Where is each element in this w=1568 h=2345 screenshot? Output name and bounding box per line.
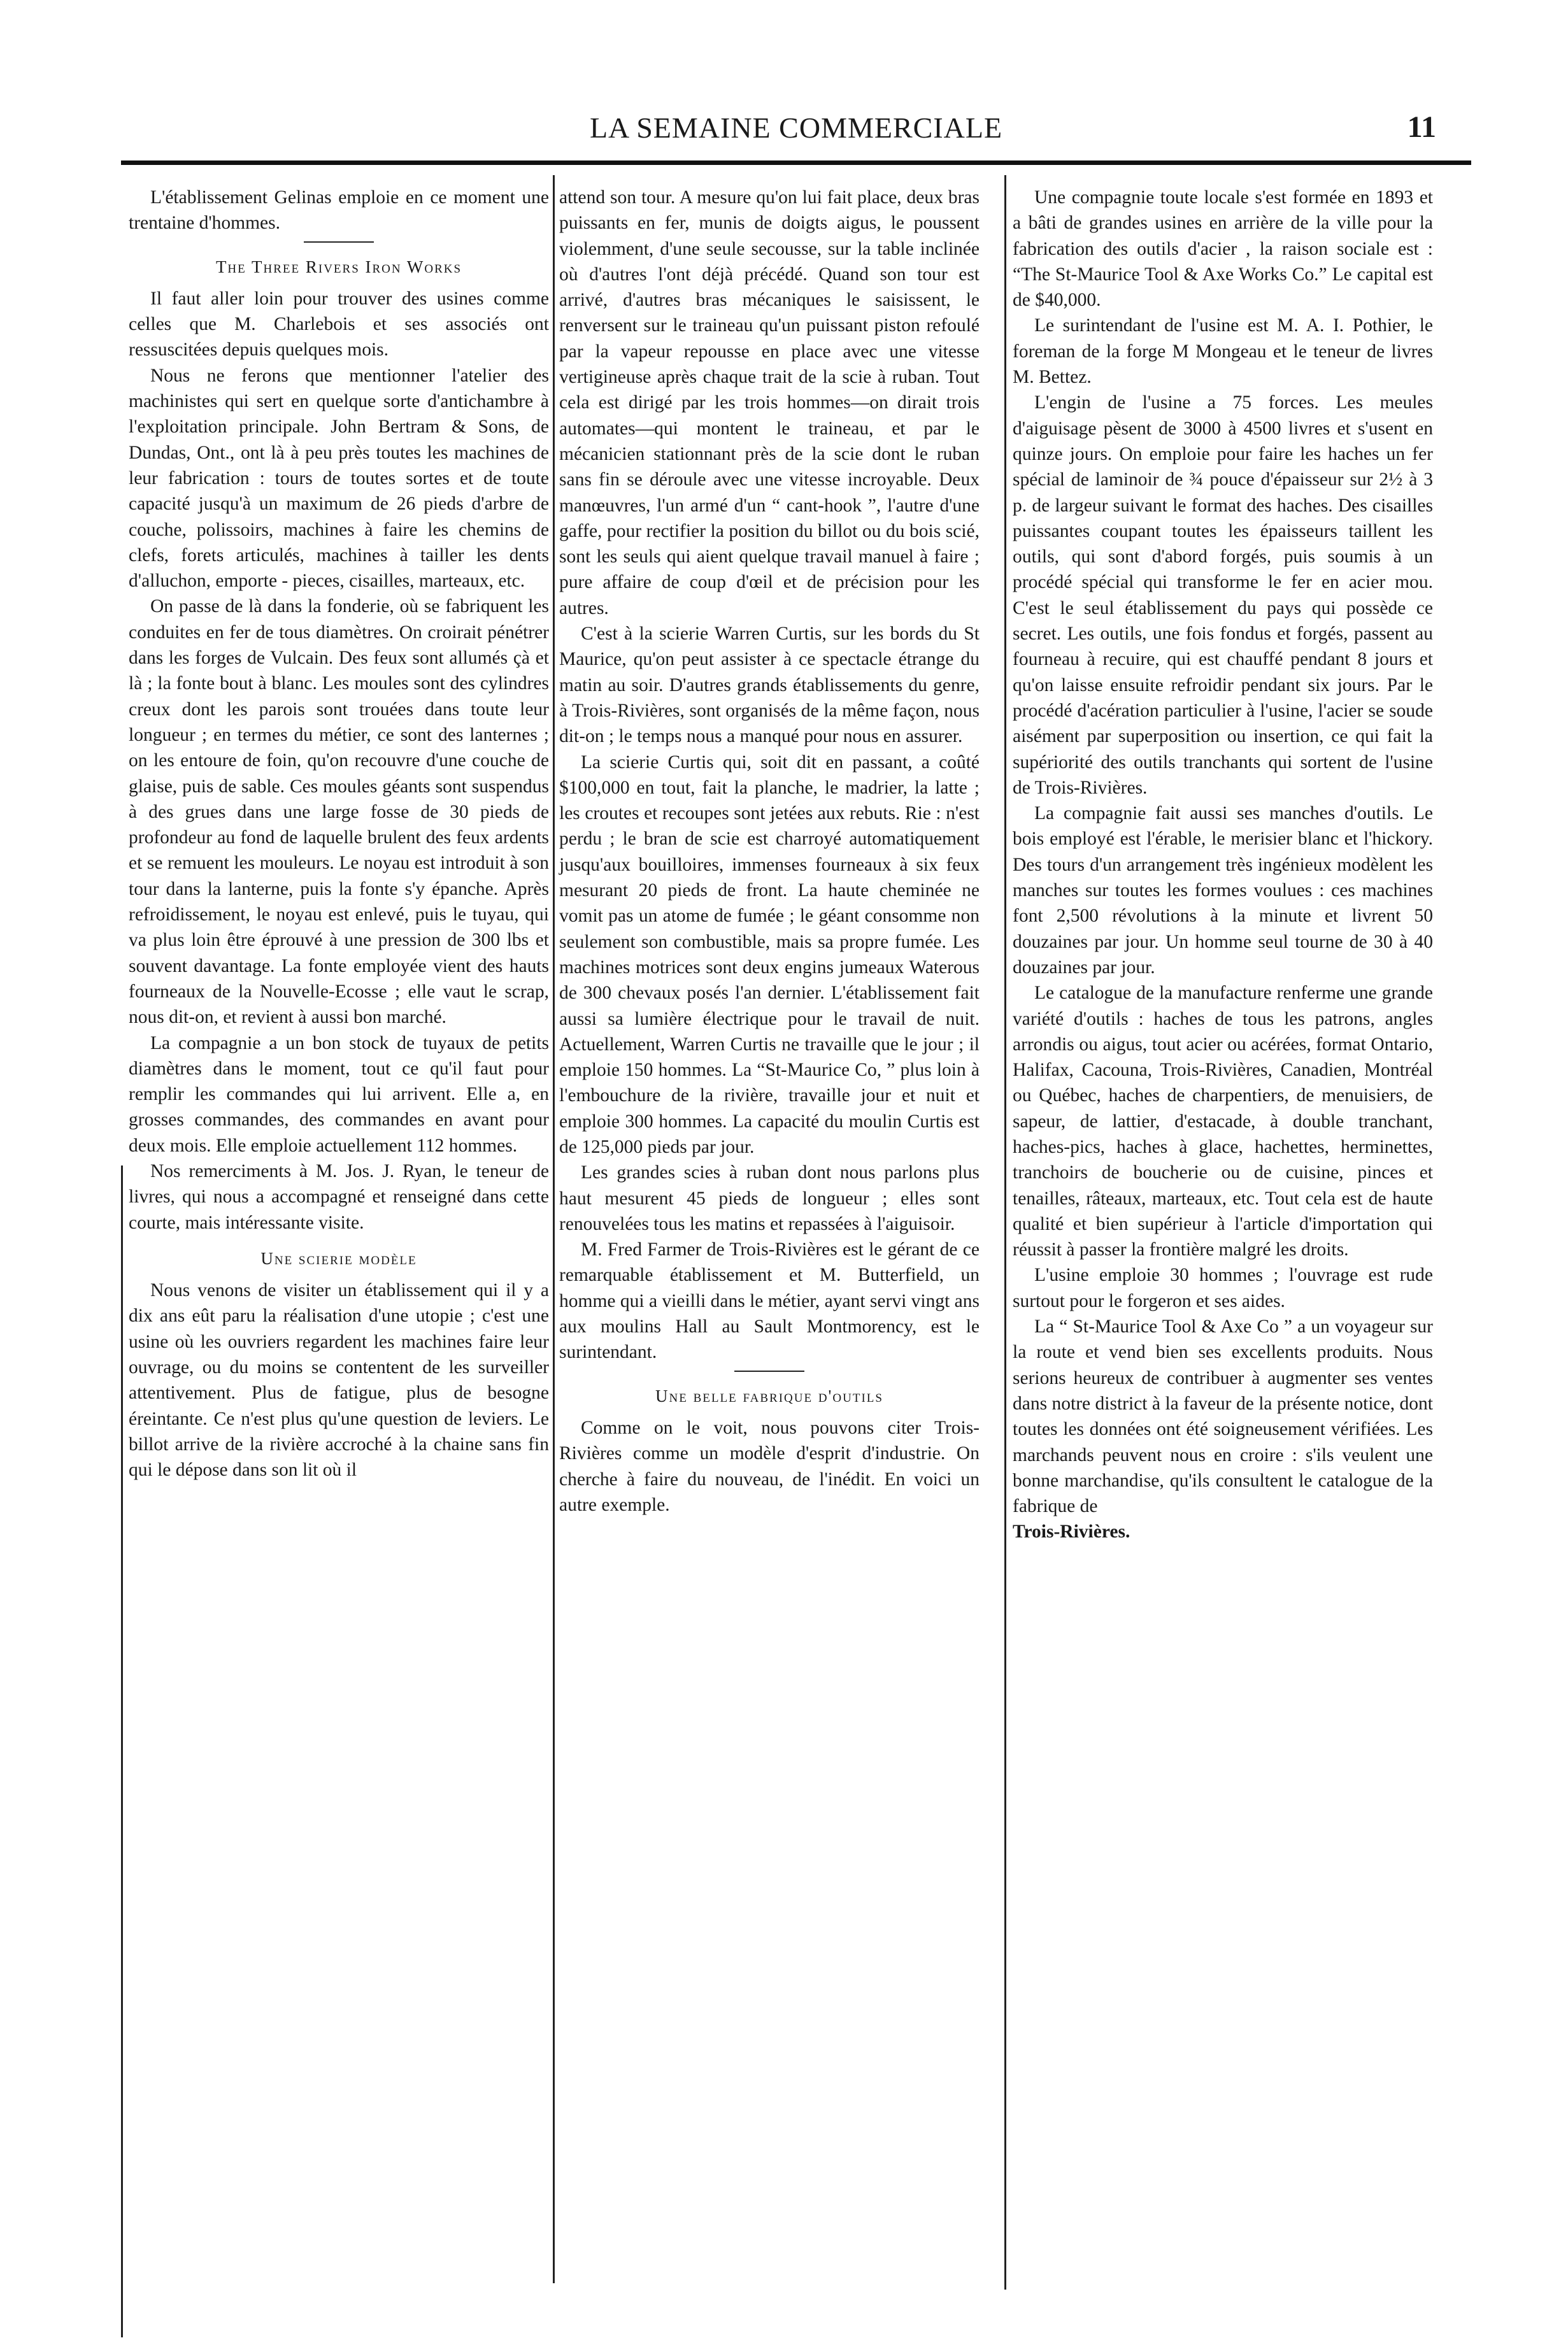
paragraph: Les grandes scies à ruban dont nous parlons plus haut mesurent 45 pieds de longueur ; elles sont renouvelées tous les matins et repassées à l'aiguisoir. bbox=[559, 1162, 980, 1234]
margin-rule bbox=[121, 1165, 123, 2337]
column-3 bbox=[1013, 185, 1433, 1545]
paragraph: L'établissement Gelinas emploie en ce moment une trentaine d'hommes. bbox=[129, 187, 549, 234]
paragraph: Le surintendant de l'usine est M. A. I. Pothier, le foreman de la forge M Mongeau et le teneur de livres M. Bettez. bbox=[1013, 315, 1433, 388]
section-heading: The Three Rivers Iron Works bbox=[215, 257, 462, 276]
paragraph: La scierie Curtis qui, soit dit en passant, a coûté $100,000 en tout, fait la planche, le madrier, la latte ; les croutes et recoupes sont jetées aux rebuts. Rie : n'est perdu ; le bran de scie est charroyé automatiquement jusqu'aux bouilloires, immenses fourneaux à six feux mesurant 20 pieds de front. La haute cheminée ne vomit pas un atome de fumée ; le géant consomme non seulement son combustible, mais sa propre fumée. Les machines motrices sont deux engins jumeaux Waterous de 300 chevaux posés l'an dernier. L'établissement fait aussi sa lumière électrique pour le travail de nuit. Actuellement, Warren Curtis ne travaille que le jour ; il emploie 150 hommes. La “St-Maurice Co, ” plus loin à l'embouchure de la rivière, travaille jour et nuit et emploie 300 hommes. La capacité du moulin Curtis est de 125,000 pieds par jour. bbox=[559, 752, 980, 1157]
paragraph: La “ St-Maurice Tool & Axe Co ” a un voyageur sur la route et vend bien ses excellents produits. Nous serions heureux de contribuer à augmenter ses ventes dans notre district à la faveur de la présente notice, dont toutes les données ont été soigneusement vérifiées. Les marchands peuvent nous en croire : s'ils veulent une bonne marchandise, qu'ils consultent le catalogue de la fabrique de bbox=[1013, 1316, 1433, 1517]
paragraph: Une compagnie toute locale s'est formée en 1893 et a bâti de grandes usines en arrière de la ville pour la fabrication des outils d'acier , la raison sociale est : “The St-Maurice Tool & Axe Works Co.” Le capital est de $40,000. bbox=[1013, 187, 1433, 311]
section-heading: Une belle fabrique d'outils bbox=[655, 1386, 883, 1406]
paragraph-end: Trois-Rivières. bbox=[1013, 1522, 1130, 1543]
paragraph: On passe de là dans la fonderie, où se fabriquent les conduites en fer de tous diamètres. On croirait pénétrer dans les forges de Vulcain. Des feux sont allumés çà et là ; la fonte bout à blanc. Les moules sont des cylindres creux dont les parois sont trouées dans toute leur longueur ; en termes du métier, ce sont des lanternes ; on les entoure de foin, qu'on recouvre d'une couche de glaise, puis de sable. Ces moules géants sont suspendus à des grues dans une large fosse de 30 pieds de profondeur au fond de laquelle brulent des feux ardents et se remuent les mouleurs. Le noyau est introduit à son tour dans la lanterne, puis la fonte s'y épanche. Après refroidissement, le noyau est enlevé, puis le tuyau, qui va plus loin être éprouvé à une pression de 300 lbs et souvent davantage. La fonte employée vient des hauts fourneaux de la Nouvelle-Ecosse ; elle vaut le scrap, nous dit-on, et revient à aussi bon marché. bbox=[129, 596, 549, 1028]
section-rule bbox=[734, 1371, 804, 1372]
paragraph: C'est à la scierie Warren Curtis, sur les bords du St Maurice, qu'on peut assister à ce spectacle étrange du matin au soir. D'autres grands établissements du genre, à Trois-Rivières, sont organisés de la même façon, nous dit-on ; le temps nous a manqué pour nous en assurer. bbox=[559, 624, 980, 747]
paragraph: Comme on le voit, nous pouvons citer Trois-Rivières comme un modèle d'esprit d'industrie. On cherche à faire du nouveau, de l'inédit. En voici un autre exemple. bbox=[559, 1417, 980, 1515]
section-heading: Une scierie modèle bbox=[260, 1248, 417, 1268]
paragraph: Le catalogue de la manufacture renferme une grande variété d'outils : haches de tous les patrons, angles arrondis ou aigus, tout acier ou acérées, format Ontario, Halifax, Cacouna, Trois-Rivières, Canadien, Montréal ou Québec, haches de charpentiers, de menuisiers, de sapeur, de lattier, d'estacade, à double tranchant, haches-pics, haches à glace, hachettes, herminettes, tranchoirs de boucherie ou de cuisine, pinces et tenailles, râteaux, marteaux, etc. Tout cela est de haute qualité et bien supérieur à l'article d'importation qui réussit à passer la frontière malgré les droits. bbox=[1013, 983, 1433, 1260]
paragraph: M. Fred Farmer de Trois-Rivières est le gérant de ce remarquable établissement et M. Butterfield, un homme qui a vieilli dans le métier, ayant servi vingt ans aux moulins Hall au Sault Montmorency, est le surintendant. bbox=[559, 1239, 980, 1363]
paragraph: Nous venons de visiter un établissement qui il y a dix ans eût paru la réalisation d'une utopie ; c'est une usine où les ouvriers regardent les machines faire leur ouvrage, ou du moins se contentent de les surveiller attentivement. Plus de fatigue, plus de besogne éreintante. Ce n'est plus qu'une question de leviers. Le billot arrive de la rivière accroché à la chaine sans fin qui le dépose dans son lit où il bbox=[129, 1280, 549, 1481]
column-divider-2 bbox=[1004, 175, 1006, 2290]
running-title: LA SEMAINE COMMERCIALE bbox=[589, 111, 1003, 144]
paragraph: Nous ne ferons que mentionner l'atelier des machinistes qui sert en quelque sorte d'antichambre à l'exploitation principale. John Bertram & Sons, de Dundas, Ont., ont là à peu près toutes les machines de leur fabrication : tours de toutes sortes et de toute capacité jusqu'à un maximum de 26 pieds d'arbre de couche, polissoirs, machines à faire les chemins de clefs, forets articulés, machines à tailler les dents d'alluchon, emporte - pieces, cisailles, marteaux, etc. bbox=[129, 365, 549, 592]
paragraph: La compagnie fait aussi ses manches d'outils. Le bois employé est l'érable, le merisier blanc et l'hickory. Des tours d'un arrangement très ingénieux modèlent les manches sur toutes les formes voulues : ces machines font 2,500 révolutions à la minute et livrent 50 douzaines par jour. Un homme seul tourne de 30 à 40 douzaines par jour. bbox=[1013, 803, 1433, 978]
paragraph: L'usine emploie 30 hommes ; l'ouvrage est rude surtout pour le forgeron et ses aides. bbox=[1013, 1265, 1433, 1311]
paragraph: La compagnie a un bon stock de tuyaux de petits diamètres dans le moment, tout ce qu'il faut pour remplir les commandes qui lui arrivent. Elle a, en grosses commandes, des commandes en avant pour deux mois. Elle emploie actuellement 112 hommes. bbox=[129, 1032, 549, 1156]
column-1 bbox=[129, 185, 549, 1483]
paragraph: Il faut aller loin pour trouver des usines comme celles que M. Charlebois et ses associés ont ressuscitées depuis quelques mois. bbox=[129, 288, 549, 360]
page-header bbox=[121, 96, 1471, 156]
paragraph: attend son tour. A mesure qu'on lui fait place, deux bras puissants en fer, munis de doigts aigus, le poussent violemment, d'une seule secousse, sur la table inclinée où d'autres l'ont déjà précédé. Quand son tour est arrivé, d'autres bras mécaniques le saisissent, le renversent sur le traineau qu'un puissant piston refoulé par la vapeur repousse en place avec une vitesse vertigineuse après chaque trait de la scie à ruban. Tout cela est dirigé par les trois hommes—on dirait trois automates—qui montent le traineau, et par le mécanicien stationnant près de la scie dont le ruban sans fin se déroule avec une vitesse incroyable. Deux manœuvres, l'un armé d'un “ cant-hook ”, l'autre d'une gaffe, pour rectifier la position du billot ou du bois scié, sont les seuls qui aient quelque travail manuel à faire ; pure affaire de coup d'œil et de précision pour les autres. bbox=[559, 187, 980, 618]
paragraph: Nos remerciments à M. Jos. J. Ryan, le teneur de livres, qui nous a accompagné et renseigné dans cette courte, mais intéressante visite. bbox=[129, 1160, 549, 1233]
page-number: 11 bbox=[1407, 110, 1436, 144]
header-rule bbox=[121, 160, 1471, 165]
section-rule bbox=[304, 241, 374, 243]
paragraph: L'engin de l'usine a 75 forces. Les meules d'aiguisage pèsent de 3000 à 4500 livres et s'usent en quinze jours. On emploie pour faire les haches un fer spécial de laminoir de ¾ pouce d'épaisseur sur 2½ à 3 p. de largeur suivant le format des haches. Des cisailles puissantes coupant toutes les épaisseurs taillent les outils, qui sont d'abord forgés, puis soumis à un procédé spécial qui transforme le fer en acier mou. C'est le seul établissement du pays qui possède ce secret. Les outils, une fois fondus et forgés, passent au fourneau à recuire, qui est chauffé pendant 8 jours et qu'on laisse ensuite refroidir pendant six jours. Par le procédé d'acération particulier à l'usine, l'acier se soude aisément par superposition ou insertion, ce qui fait la supériorité des outils tranchants qui sortent de l'usine de Trois-Rivières. bbox=[1013, 392, 1433, 798]
column-2 bbox=[559, 185, 980, 1518]
column-divider-1 bbox=[553, 175, 555, 2283]
